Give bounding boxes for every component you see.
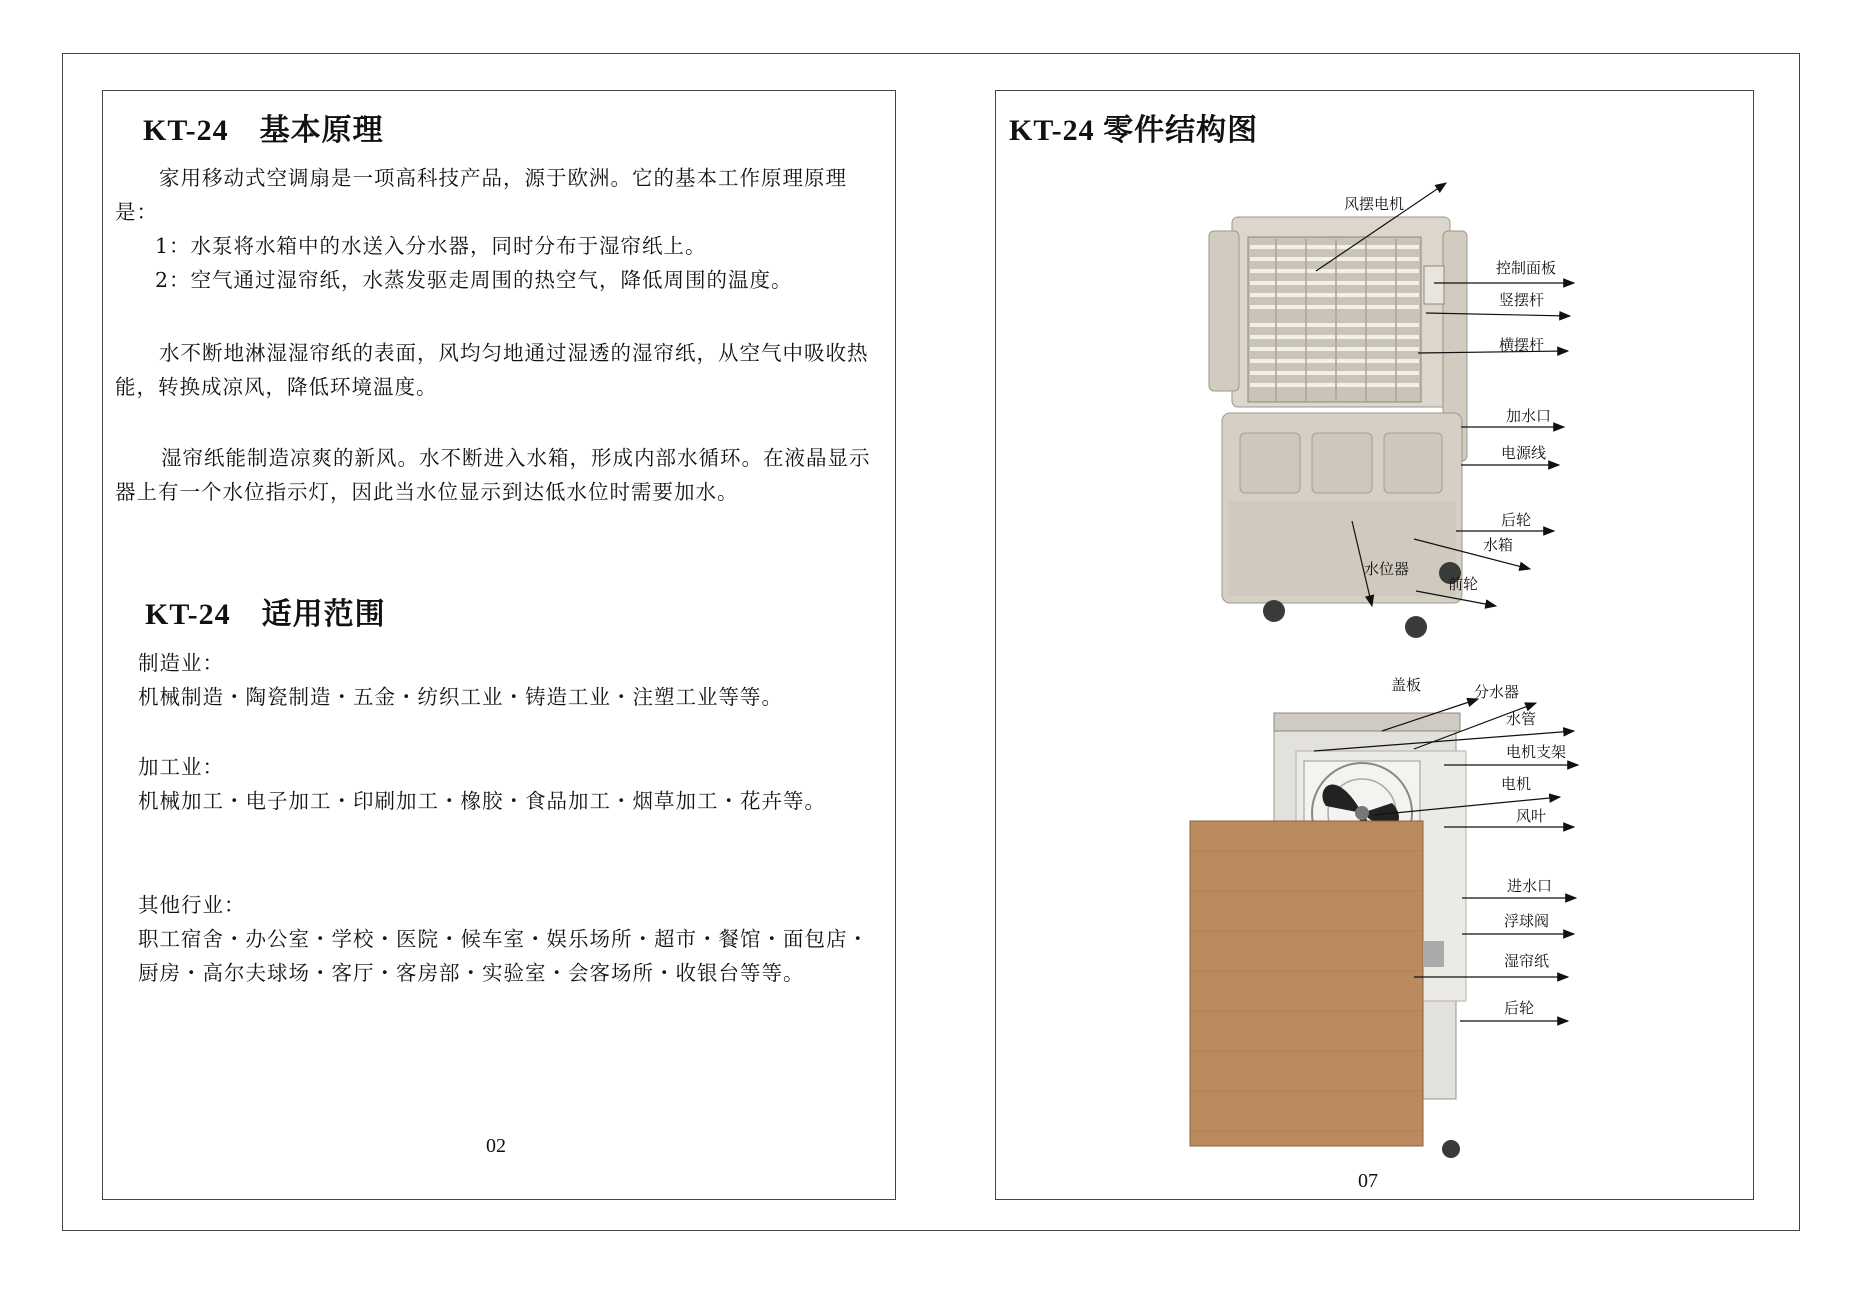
paragraph-3: 湿帘纸能制造凉爽的新风。水不断进入水箱，形成内部水循环。在液晶显示器上有一个水位指示灯，因此当水位显示到达低水位时需要加水。 [115,446,871,504]
label-vertical-louver: 竖摆杆 [1499,291,1545,309]
right-page [995,90,1754,1200]
label-water-tank: 水箱 [1483,536,1514,554]
label-fan-blade: 风叶 [1516,807,1547,825]
label-motor: 电机 [1501,775,1532,793]
heading-parts-diagram: KT-24 零件结构图 [1009,114,1259,147]
heading-basic-principle: KT-24 基本原理 [143,114,384,147]
label-power-cord: 电源线 [1501,444,1547,462]
category-other-label: 其他行业： [138,893,246,917]
category-manufacturing-label: 制造业： [138,651,224,675]
air-cooler-photo [1209,217,1467,638]
label-water-inlet-2: 进水口 [1507,877,1553,895]
principle-item-1: 1：水泵将水箱中的水送入分水器，同时分布于湿帘纸上。 [155,234,707,258]
paragraph-2: 水不断地淋湿湿帘纸的表面，风均匀地通过湿透的湿帘纸，从空气中吸收热能，转换成凉风，降低环境温度。 [115,341,869,399]
principle-item-2: 2：空气通过湿帘纸，水蒸发驱走周围的热空气，降低周围的温度。 [155,268,793,292]
category-processing-label: 加工业： [138,755,224,779]
intro-paragraph: 家用移动式空调扇是一项高科技产品，源于欧洲。它的基本工作原理原理是： [115,166,847,224]
page-number-right: 07 [1358,1170,1378,1192]
category-processing-text: 机械加工・电子加工・印刷加工・橡胶・食品加工・烟草加工・花卉等。 [138,789,826,813]
label-water-inlet: 加水口 [1506,407,1552,425]
page-number-left: 02 [486,1135,506,1157]
label-water-pipe: 水管 [1506,710,1537,728]
heading-application-scope: KT-24 适用范围 [145,598,386,631]
label-water-level: 水位器 [1364,560,1410,578]
label-front-wheel: 前轮 [1448,575,1479,593]
category-manufacturing-text: 机械制造・陶瓷制造・五金・纺织工业・铸造工业・注塑工业等等。 [138,685,783,709]
category-other-text: 职工宿舍・办公室・学校・医院・候车室・娱乐场所・超市・餐馆・面包店・厨房・高尔夫球场・客厅・客房部・实验室・会客场所・收银台等等。 [138,927,869,985]
label-fan-swing-motor: 风摆电机 [1344,195,1405,213]
label-rear-wheel: 后轮 [1501,511,1532,529]
label-wet-pad: 湿帘纸 [1504,952,1550,970]
left-page [102,90,896,1200]
label-float-valve: 浮球阀 [1504,912,1550,930]
label-distributor: 分水器 [1474,683,1520,701]
label-cover: 盖板 [1391,676,1422,694]
label-horizontal-louver: 横摆杆 [1499,336,1545,354]
internal-structure-photo [1190,713,1466,1158]
parts-diagram [996,151,1755,1181]
label-rear-wheel-2: 后轮 [1504,999,1535,1017]
label-control-panel: 控制面板 [1496,259,1557,277]
label-motor-bracket: 电机支架 [1506,743,1567,761]
